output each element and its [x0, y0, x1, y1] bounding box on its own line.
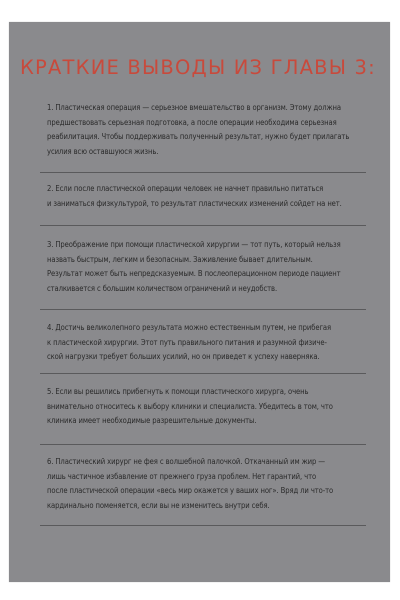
summary-item-4-line-2: к пластической хирургии. Этот путь правильного питания и разумной физиче-: [47, 337, 327, 347]
summary-item-2-line-2: и заниматься физкультурой, то результат пластических изменений сойдет на нет.: [47, 198, 342, 208]
summary-item-5: [47, 385, 365, 429]
summary-item-5-line-2: внимательно относитесь к выбору клиники и специалиста. Убедитесь в том, что: [47, 401, 333, 411]
divider-1: [40, 172, 366, 173]
summary-item-4-line-1: 4. Достичь великолепного результата можно естественным путем, не прибегая: [47, 323, 332, 332]
summary-item-3: [47, 238, 365, 296]
summary-item-6-line-4: кардинально поменяется, если вы не изменитесь внутри себя.: [47, 500, 270, 510]
summary-item-2-line-1: 2. Если после пластической операции человек не начнет правильно питаться: [47, 184, 324, 193]
summary-item-6: [47, 455, 365, 513]
summary-item-6-line-2: лишь частичное избавление от прежнего груза проблем. Нет гарантий, что: [47, 471, 317, 481]
chapter-summary-title: КРАТКИЕ ВЫВОДЫ ИЗ ГЛАВЫ 3:: [20, 56, 376, 79]
divider-2: [40, 225, 366, 226]
summary-item-1-line-2: предшествовать серьезная подготовка, а после операции необходима серьезная: [47, 117, 337, 127]
summary-item-5-line-3: клиника имеет необходимые разрешительные документы.: [47, 416, 257, 425]
divider-5: [40, 444, 366, 445]
divider-3: [40, 309, 366, 310]
summary-item-4-line-3: ской нагрузки требует больших усилий, но он приведет к успеху наверняка.: [47, 352, 320, 361]
summary-item-1-line-3: реабилитация. Чтобы поддерживать полученный результат, нужно будет прилагать: [47, 132, 350, 141]
summary-item-3-line-1: 3. Преображение при помощи пластической хирургии — тот путь, который нельзя: [47, 240, 341, 249]
divider-6: [40, 525, 366, 526]
summary-item-3-line-2: назвать быстрым, легким и безопасным. Заживление бывает длительным.: [47, 254, 313, 264]
summary-item-3-line-4: сталкивается с большим количеством ограничений и неудобств.: [47, 283, 278, 293]
summary-item-4: [47, 321, 365, 365]
summary-item-3-line-3: Результат может быть непредсказуемым. В послеоперационном периоде пациент: [47, 269, 341, 278]
summary-item-6-line-3: после пластической операции «весь мир окажется у ваших ног». Вряд ли что-то: [47, 486, 334, 495]
summary-item-1-line-1: 1. Пластическая операция — серьезное вмешательство в организм. Этому должна: [47, 103, 341, 112]
summary-item-1: [47, 101, 365, 159]
summary-item-1-line-4: усилия всю оставшуюся жизнь.: [47, 146, 159, 156]
summary-item-5-line-1: 5. Если вы решились прибегнуть к помощи пластического хирурга, очень: [47, 387, 309, 396]
summary-item-2: [47, 182, 365, 211]
divider-4: [40, 373, 366, 374]
summary-item-6-line-1: 6. Пластический хирург не фея с волшебной палочкой. Откачанный им жир —: [47, 457, 326, 466]
